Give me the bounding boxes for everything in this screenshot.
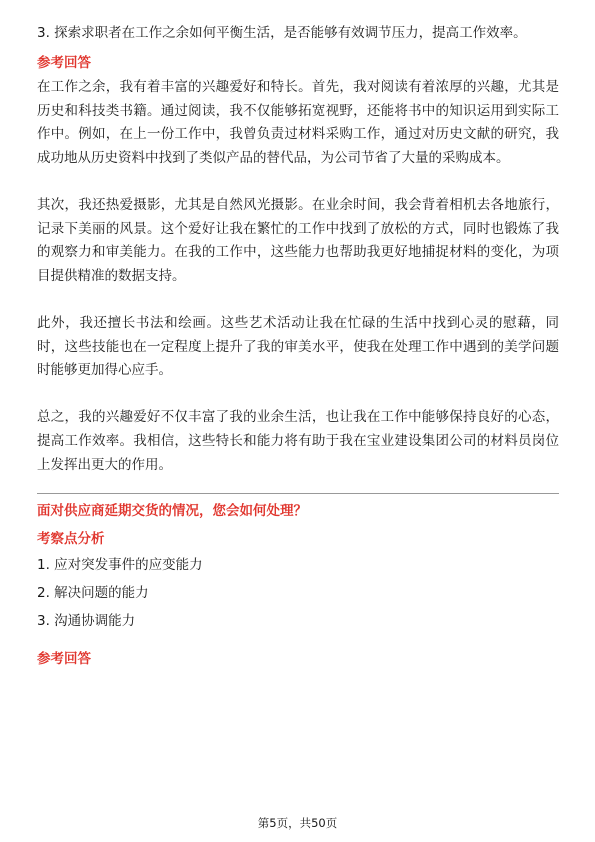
answer-paragraph-4: 总之，我的兴趣爱好不仅丰富了我的业余生活，也让我在工作中能够保持良好的心态，提高工作效率。我相信，这些特长和能力将有助于我在宝业建设集团公司的材料员岗位上发挥出更大的作用。	[37, 409, 559, 473]
analysis-point-3: 3. 沟通协调能力	[37, 613, 136, 630]
answer-paragraph-1: 在工作之余，我有着丰富的兴趣爱好和特长。首先，我对阅读有着浓厚的兴趣，尤其是历史和科技类书籍。通过阅读，我不仅能够拓宽视野，还能将书中的知识运用到实际工作中。例如，在上一份工作中，我曾负责过材料采购工作，通过对历史文献的研究，我成功地从历史资料中找到了类似产品的替代品，为公司节省了大量的采购成本。	[37, 79, 559, 166]
next-question-title: 面对供应商延期交货的情况，您会如何处理？	[37, 503, 307, 520]
answer-paragraph-3: 此外，我还擅长书法和绘画。这些艺术活动让我在忙碌的生活中找到心灵的慰藉，同时，这些技能也在一定程度上提升了我的审美水平，使我在处理工作中遇到的美学问题时能够更加得心应手。	[37, 314, 559, 379]
answer-label: 参考回答	[37, 55, 91, 71]
document-page	[37, 22, 559, 670]
paragraph-gap	[37, 288, 559, 312]
analysis-point-2: 2. 解决问题的能力	[37, 585, 149, 602]
next-answer-label: 参考回答	[37, 651, 91, 668]
answer-paragraph-2: 其次，我还热爱摄影，尤其是自然风光摄影。在业余时间，我会背着相机去各地旅行，记录下美丽的风景。这个爱好让我在繁忙的工作中找到了放松的方式，同时也锻炼了我的观察力和审美能力。在我的工作中，这些能力也帮助我更好地捕捉材料的变化，为项目提供精准的数据支持。	[37, 196, 559, 284]
page-footer: 第5页，共50页	[257, 816, 338, 830]
analysis-label: 考察点分析	[37, 531, 105, 548]
paragraph-gap	[37, 383, 559, 407]
analysis-point-1: 1. 应对突发事件的应变能力	[37, 557, 203, 574]
paragraph-gap	[37, 170, 559, 194]
section-divider	[37, 493, 559, 494]
question-3-line: 3. 探索求职者在工作之余如何平衡生活，是否能够有效调节压力，提高工作效率。	[37, 25, 527, 41]
